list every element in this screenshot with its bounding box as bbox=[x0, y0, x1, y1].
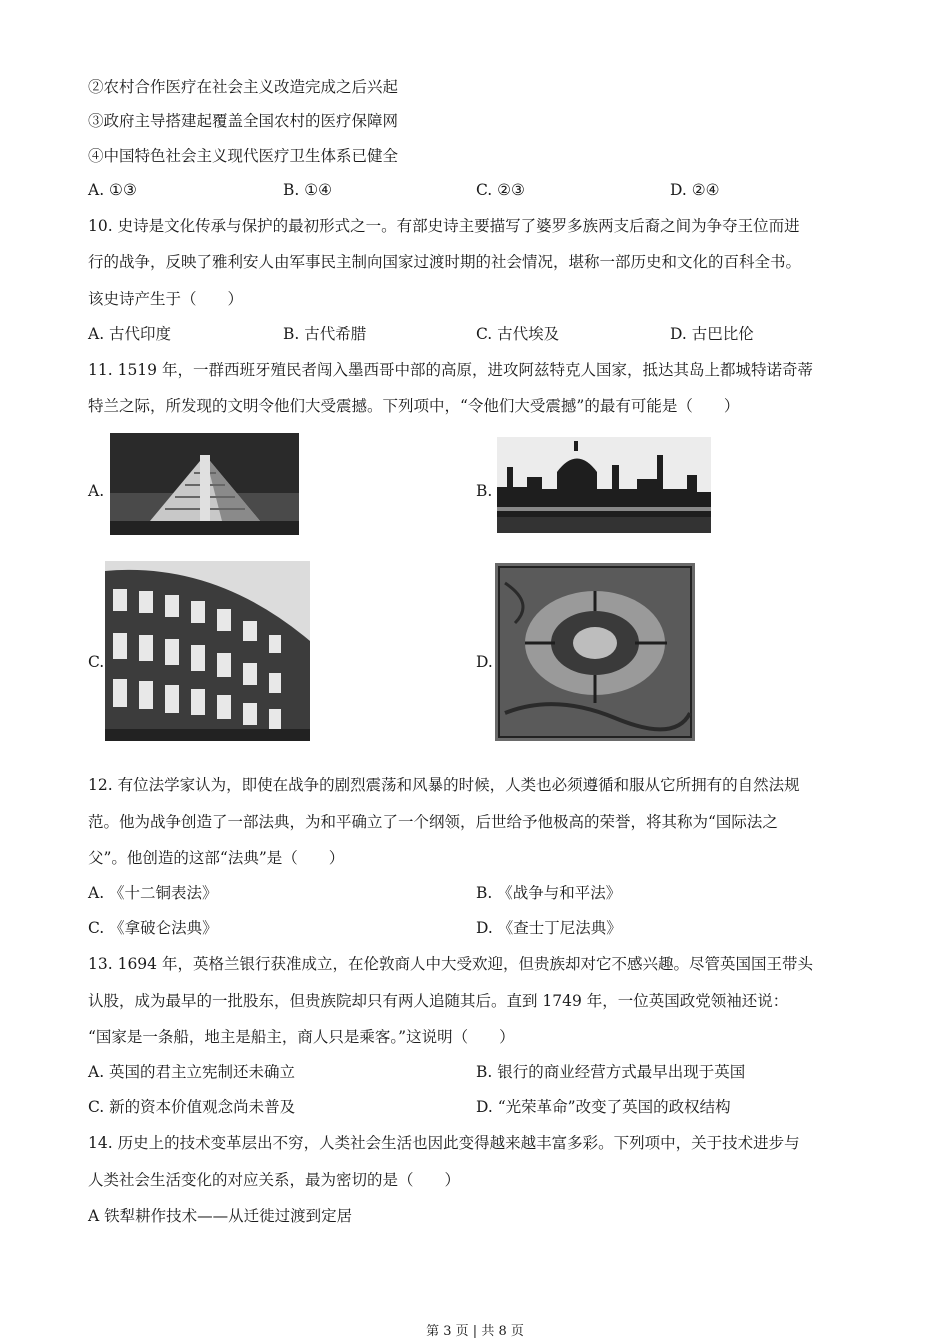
q12-option-d: D. 《查士丁尼法典》 bbox=[476, 919, 622, 937]
q9-option-d: D. ②④ bbox=[670, 181, 720, 199]
q12-option-c: C. 《拿破仑法典》 bbox=[88, 919, 218, 937]
city-skyline-photo bbox=[497, 437, 711, 533]
q9-option-b: B. ①④ bbox=[283, 181, 333, 199]
page-footer: 第 3 页 | 共 8 页 bbox=[426, 1324, 524, 1339]
q14-stem-line-1: 14. 历史上的技术变革层出不穷，人类社会生活也因此变得越来越丰富多彩。下列项中，关于技术进步与 bbox=[88, 1134, 800, 1152]
q11-option-c-label: C. bbox=[88, 653, 105, 671]
q9-statement-3: ③政府主导搭建起覆盖全国农村的医疗保障网 bbox=[88, 112, 399, 130]
q12-option-a: A. 《十二铜表法》 bbox=[88, 884, 218, 902]
colosseum-photo bbox=[105, 561, 310, 741]
q13-stem-line-1: 13. 1694 年，英格兰银行获准成立，在伦敦商人中大受欢迎，但贵族却对它不感兴趣。尽管英国国王带头 bbox=[88, 955, 813, 973]
q13-option-a: A. 英国的君主立宪制还未确立 bbox=[88, 1063, 296, 1081]
q11-option-d-label: D. bbox=[476, 653, 493, 671]
q12-stem-line-3: 父”。他创造的这部“法典”是（ ） bbox=[88, 849, 345, 867]
pyramid-photo bbox=[110, 433, 299, 535]
q12-option-b: B. 《战争与和平法》 bbox=[476, 884, 622, 902]
q9-statement-2: ②农村合作医疗在社会主义改造完成之后兴起 bbox=[88, 78, 399, 96]
q10-stem-line-2: 行的战争，反映了雅利安人由军事民主制向国家过渡时期的社会情况，堪称一部历史和文化的百科全书。 bbox=[88, 253, 802, 271]
q10-option-a: A. 古代印度 bbox=[88, 325, 172, 343]
q13-option-d: D. “光荣革命”改变了英国的政权结构 bbox=[476, 1098, 731, 1116]
q12-stem-line-2: 范。他为战争创造了一部法典，为和平确立了一个纲领，后世给予他极高的荣誉，将其称为“国际法之 bbox=[88, 813, 778, 831]
island-city-map bbox=[495, 563, 695, 741]
q10-stem-line-1: 10. 史诗是文化传承与保护的最初形式之一。有部史诗主要描写了婆罗多族两支后裔之间为争夺王位而进 bbox=[88, 217, 800, 235]
q13-stem-line-2: 认股，成为最早的一批股东，但贵族院却只有两人追随其后。直到 1749 年，一位英国政党领袖还说： bbox=[88, 992, 789, 1010]
q14-option-a: A 铁犁耕作技术——从迁徙过渡到定居 bbox=[88, 1207, 353, 1225]
q11-stem-line-2: 特兰之际，所发现的文明令他们大受震撼。下列项中，“令他们大受震撼”的最有可能是（ ） bbox=[88, 397, 740, 415]
q11-stem-line-1: 11. 1519 年，一群西班牙殖民者闯入墨西哥中部的高原，进攻阿兹特克人国家，抵达其岛上都城特诺奇蒂 bbox=[88, 361, 813, 379]
q13-option-c: C. 新的资本价值观念尚未普及 bbox=[88, 1098, 296, 1116]
q9-statement-4: ④中国特色社会主义现代医疗卫生体系已健全 bbox=[88, 147, 399, 165]
q13-stem-line-3: “国家是一条船，地主是船主，商人只是乘客。”这说明（ ） bbox=[88, 1028, 515, 1046]
q10-stem-line-3: 该史诗产生于（ ） bbox=[88, 290, 244, 308]
q9-option-c: C. ②③ bbox=[476, 181, 525, 199]
q11-option-a-label: A. bbox=[88, 482, 105, 500]
q9-option-a: A. ①③ bbox=[88, 181, 137, 199]
q13-option-b: B. 银行的商业经营方式最早出现于英国 bbox=[476, 1063, 746, 1081]
q10-option-c: C. 古代埃及 bbox=[476, 325, 560, 343]
q12-stem-line-1: 12. 有位法学家认为，即使在战争的剧烈震荡和风暴的时候，人类也必须遵循和服从它所拥有的自然法规 bbox=[88, 776, 800, 794]
q11-option-b-label: B. bbox=[476, 482, 493, 500]
q10-option-d: D. 古巴比伦 bbox=[670, 325, 754, 343]
q10-option-b: B. 古代希腊 bbox=[283, 325, 367, 343]
q14-stem-line-2: 人类社会生活变化的对应关系，最为密切的是（ ） bbox=[88, 1171, 461, 1189]
